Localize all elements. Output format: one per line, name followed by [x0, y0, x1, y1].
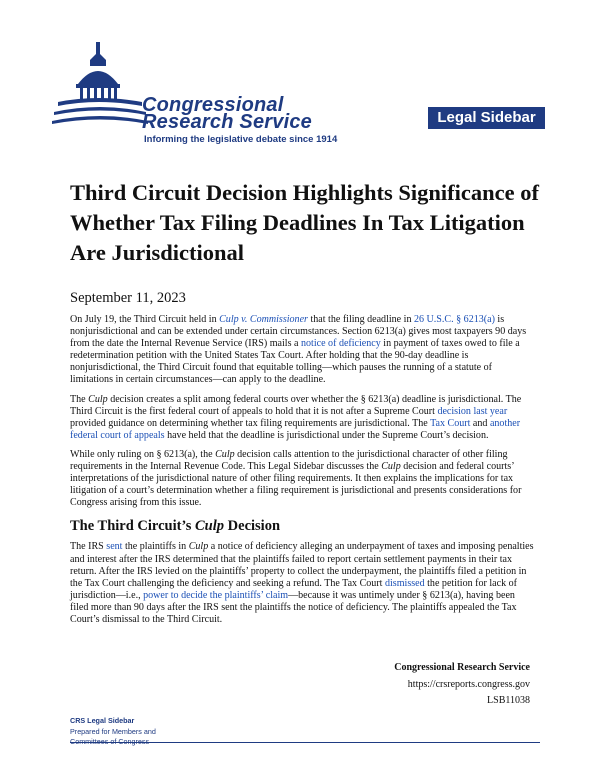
- link-power-to-decide[interactable]: power to decide the plaintiffs’ claim: [143, 589, 289, 601]
- link-sent[interactable]: sent: [106, 541, 123, 553]
- link-tax-court[interactable]: Tax Court: [430, 417, 471, 429]
- text-span: the petition for lack of jurisdiction—i.e.,: [70, 577, 517, 601]
- text-span: On July 19, the Third Circuit held in: [70, 314, 220, 325]
- text-span: decision and federal courts’ interpretations of the jurisdictional nature of other filing requirements. It then explains the implications for tax litigation of a court’s determination whether a filing requirement is jurisdictional and presents considerations for Congress arising from this issue.: [70, 461, 522, 509]
- text-span: is nonjurisdictional and can be extended under certain circumstances. Section 6213(a) gives most taxpayers 90 days from the date the Internal Revenue Service (IRS) mails a: [70, 314, 527, 350]
- footer-line1: CRS Legal Sidebar: [70, 716, 135, 725]
- report-code: LSB11038: [487, 695, 530, 706]
- text-span: provided guidance on determining whether tax filing requirements are jurisdictional. The: [70, 417, 431, 429]
- org-tagline: Informing the legislative debate since 1914: [144, 134, 338, 145]
- link-another-federal-court[interactable]: another federal court of appeals: [70, 417, 521, 441]
- text-span: The IRS: [70, 541, 107, 553]
- case-name: Culp: [381, 461, 401, 473]
- link-26-usc-6213a[interactable]: 26 U.S.C. § 6213(a): [413, 314, 495, 325]
- case-name: Culp: [195, 518, 225, 535]
- text-span: the plaintiffs in: [122, 541, 189, 553]
- document-title: Third Circuit Decision Highlights Significance of Whether Tax Filing Deadlines In Tax Litigation Are Jurisdictional: [70, 180, 539, 265]
- signature-url[interactable]: https://crsreports.congress.gov: [407, 678, 530, 690]
- document-body: [70, 314, 535, 633]
- text-span: decision calls attention to the jurisdictional character of other filing requirements in the Internal Revenue Code. This Legal Sidebar discusses the: [70, 448, 508, 473]
- org-name-line1: Congressional: [142, 94, 284, 116]
- link-notice-of-deficiency[interactable]: notice of deficiency: [301, 338, 381, 350]
- case-name: Culp: [88, 393, 108, 405]
- footer-divider: [70, 742, 540, 743]
- paragraph-4: [70, 541, 535, 626]
- crs-logo: [50, 40, 380, 150]
- text-span: decision creates a split among federal courts over whether the § 6213(a) deadline is jurisdictional. The Third Circuit is the first federal court of appeals to hold that it is not after a Supreme Court: [70, 393, 522, 417]
- signature-block: [394, 660, 530, 710]
- link-dismissed[interactable]: dismissed: [384, 577, 425, 589]
- link-culp-v-commissioner[interactable]: Culp v. Commissioner: [219, 314, 308, 325]
- section-heading: [70, 517, 535, 535]
- text-span: The: [70, 393, 89, 405]
- text-span: —because it was untimely under § 6213(a), having been filed more than 90 days after the IRS sent the plaintiffs the notice of deficiency. The plaintiffs appealed the Tax Court’s dismissal to the Third Circuit.: [70, 589, 517, 625]
- footer-line2: Prepared for Members and: [70, 726, 156, 736]
- capitol-dome-icon: [50, 40, 150, 140]
- publication-date: September 11, 2023: [70, 290, 186, 306]
- org-name-line2: Research Service: [142, 111, 312, 133]
- paragraph-3: [70, 449, 535, 509]
- text-span: in payment of taxes owed to file a redetermination petition with the United States Tax Court. After holding that the 90-day deadline is nonjurisdictional, the Third Circuit found that equitable tolling—which pauses the running of a statute of limitations in certain circumstances—can apply to the deadline.: [70, 338, 520, 386]
- case-name: Culp: [215, 448, 235, 460]
- text-span: The Third Circuit’s: [70, 518, 196, 535]
- text-span: have held that the deadline is jurisdictional under the Supreme Court’s decision.: [164, 429, 489, 441]
- paragraph-1: [70, 314, 535, 387]
- paragraph-2: [70, 394, 535, 442]
- legal-sidebar-badge: Legal Sidebar: [428, 107, 545, 129]
- case-name: Culp: [188, 541, 209, 553]
- text-span: Decision: [224, 518, 281, 535]
- signature-org: Congressional Research Service: [394, 662, 530, 673]
- text-span: and: [470, 417, 490, 429]
- text-span: a notice of deficiency alleging an underpayment of taxes and imposing penalties and interest after the IRS determined that the plaintiffs failed to report certain settlement payments in their tax return. After the IRS levied on the plaintiffs’ property to collect the underpayment, the plaintiffs filed a petition in the Tax Court challenging the deficiency and seeking a refund. The Tax Court: [70, 541, 534, 589]
- text-span: While only ruling on § 6213(a), the: [70, 448, 216, 460]
- text-span: that the filing deadline in: [307, 314, 414, 325]
- link-decision-last-year[interactable]: decision last year: [437, 405, 508, 417]
